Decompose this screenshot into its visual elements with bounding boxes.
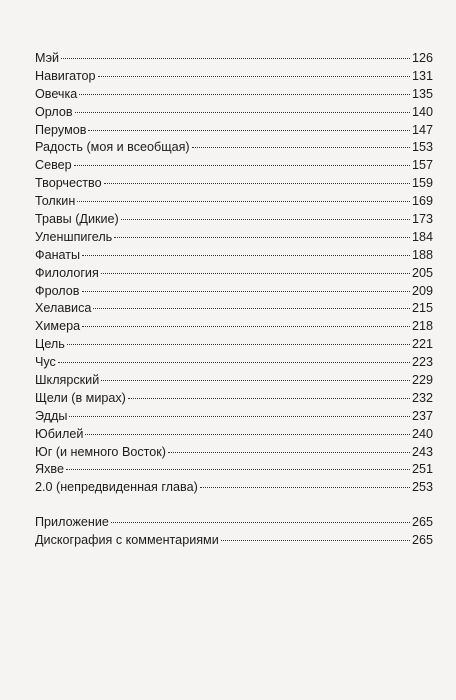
toc-entry — [35, 247, 433, 265]
dot-leader — [85, 434, 410, 435]
dot-leader — [74, 165, 410, 166]
toc-entry-title: Шклярский — [35, 373, 100, 388]
dot-leader — [101, 273, 410, 274]
dot-leader — [67, 344, 410, 345]
dot-leader — [69, 416, 410, 417]
toc-entry-title: 2.0 (непредвиденная глава) — [35, 480, 198, 495]
dot-leader — [114, 237, 410, 238]
toc-entry-page-number: 188 — [411, 247, 433, 262]
toc-entry — [35, 461, 433, 479]
dot-leader — [98, 76, 410, 77]
toc-entry-title: Юг (и немного Восток) — [35, 444, 166, 459]
toc-entry — [35, 300, 433, 318]
toc-entry-title: Толкин — [35, 194, 76, 209]
dot-leader — [82, 291, 410, 292]
toc-entry — [35, 479, 433, 497]
toc-entry-title: Север — [35, 158, 72, 173]
toc-entry-page-number: 253 — [411, 480, 433, 495]
toc-entry-title: Перумов — [35, 122, 87, 137]
toc-entry-page-number: 140 — [411, 104, 433, 119]
toc-entry-page-number: 126 — [411, 51, 433, 65]
toc-entry-page-number: 173 — [411, 212, 433, 227]
toc-entry — [35, 265, 433, 283]
dot-leader — [200, 487, 410, 488]
toc-entry-title: Филология — [35, 265, 99, 280]
toc-entry — [35, 336, 433, 354]
toc-entry-page-number: 159 — [411, 176, 433, 191]
toc-entry-page-number: 243 — [411, 444, 433, 459]
toc-entry-page-number: 218 — [411, 319, 433, 334]
toc-entry — [35, 139, 433, 157]
dot-leader — [66, 469, 410, 470]
dot-leader — [104, 183, 410, 184]
toc-main-section — [35, 50, 433, 497]
dot-leader — [192, 147, 410, 148]
dot-leader — [111, 522, 410, 523]
toc-entry — [35, 104, 433, 122]
toc-entry-page-number: 205 — [411, 265, 433, 280]
toc-entry — [35, 372, 433, 390]
toc-entry-page-number: 131 — [411, 68, 433, 83]
toc-entry — [35, 426, 433, 444]
toc-entry — [35, 157, 433, 175]
toc-entry-title: Радость (моя и всеобщая) — [35, 140, 190, 155]
toc-entry-page-number: 215 — [411, 301, 433, 316]
toc-entry-title: Цель — [35, 337, 65, 352]
toc-entry-title: Уленшпигель — [35, 229, 113, 244]
toc-entry — [35, 86, 433, 104]
toc-entry — [35, 354, 433, 372]
dot-leader — [61, 58, 410, 59]
toc-entry-page-number: 209 — [411, 283, 433, 298]
toc-entry-title: Эдды — [35, 408, 68, 423]
dot-leader — [79, 94, 410, 95]
toc-entry — [35, 211, 433, 229]
toc-entry — [35, 175, 433, 193]
dot-leader — [77, 201, 410, 202]
toc-entry-title: Творчество — [35, 176, 102, 191]
toc-entry-page-number: 221 — [411, 337, 433, 352]
toc-entry — [35, 193, 433, 211]
toc-entry — [35, 390, 433, 408]
dot-leader — [88, 130, 410, 131]
toc-entry-title: Орлов — [35, 104, 73, 119]
toc-entry — [35, 283, 433, 301]
toc-entry-page-number: 135 — [411, 86, 433, 101]
toc-entry — [35, 50, 433, 68]
toc-entry-title: Фанаты — [35, 247, 81, 262]
toc-entry-page-number: 265 — [411, 533, 433, 548]
dot-leader — [75, 112, 410, 113]
dot-leader — [128, 398, 410, 399]
dot-leader — [101, 380, 410, 381]
toc-entry-title: Юбилей — [35, 426, 84, 441]
toc-entry-title: Щели (в мирах) — [35, 390, 126, 405]
toc-entry-title: Овечка — [35, 86, 78, 101]
toc-entry-title: Хелависа — [35, 301, 92, 316]
toc-entry — [35, 122, 433, 140]
section-gap — [35, 497, 433, 514]
toc-entry-title: Приложение — [35, 515, 109, 530]
toc-entry-page-number: 153 — [411, 140, 433, 155]
toc-entry-page-number: 265 — [411, 515, 433, 530]
toc-entry-page-number: 184 — [411, 229, 433, 244]
toc-entry-title: Навигатор — [35, 68, 96, 83]
toc-entry-title: Мэй — [35, 51, 60, 65]
dot-leader — [58, 362, 410, 363]
dot-leader — [168, 452, 410, 453]
toc-entry-page-number: 240 — [411, 426, 433, 441]
toc-entry-title: Травы (Дикие) — [35, 212, 119, 227]
dot-leader — [221, 540, 410, 541]
toc-entry — [35, 408, 433, 426]
toc-entry — [35, 68, 433, 86]
toc-entry-page-number: 229 — [411, 373, 433, 388]
toc-entry-title: Химера — [35, 319, 81, 334]
toc-appendix-section — [35, 514, 433, 550]
dot-leader — [121, 219, 410, 220]
dot-leader — [82, 326, 410, 327]
toc-entry-title: Яхве — [35, 462, 64, 477]
toc-entry-page-number: 237 — [411, 408, 433, 423]
toc-entry-title: Дискография с комментариями — [35, 533, 219, 548]
toc-entry — [35, 444, 433, 462]
toc-entry-page-number: 232 — [411, 390, 433, 405]
toc-entry — [35, 514, 433, 532]
toc-entry-page-number: 223 — [411, 355, 433, 370]
toc-entry-title: Чус — [35, 355, 56, 370]
dot-leader — [93, 308, 410, 309]
toc-entry-page-number: 157 — [411, 158, 433, 173]
table-of-contents — [35, 50, 433, 550]
toc-entry-page-number: 169 — [411, 194, 433, 209]
toc-entry-page-number: 147 — [411, 122, 433, 137]
toc-entry-page-number: 251 — [411, 462, 433, 477]
toc-entry-title: Фролов — [35, 283, 80, 298]
toc-entry — [35, 229, 433, 247]
dot-leader — [82, 255, 410, 256]
toc-entry — [35, 532, 433, 550]
toc-entry — [35, 318, 433, 336]
